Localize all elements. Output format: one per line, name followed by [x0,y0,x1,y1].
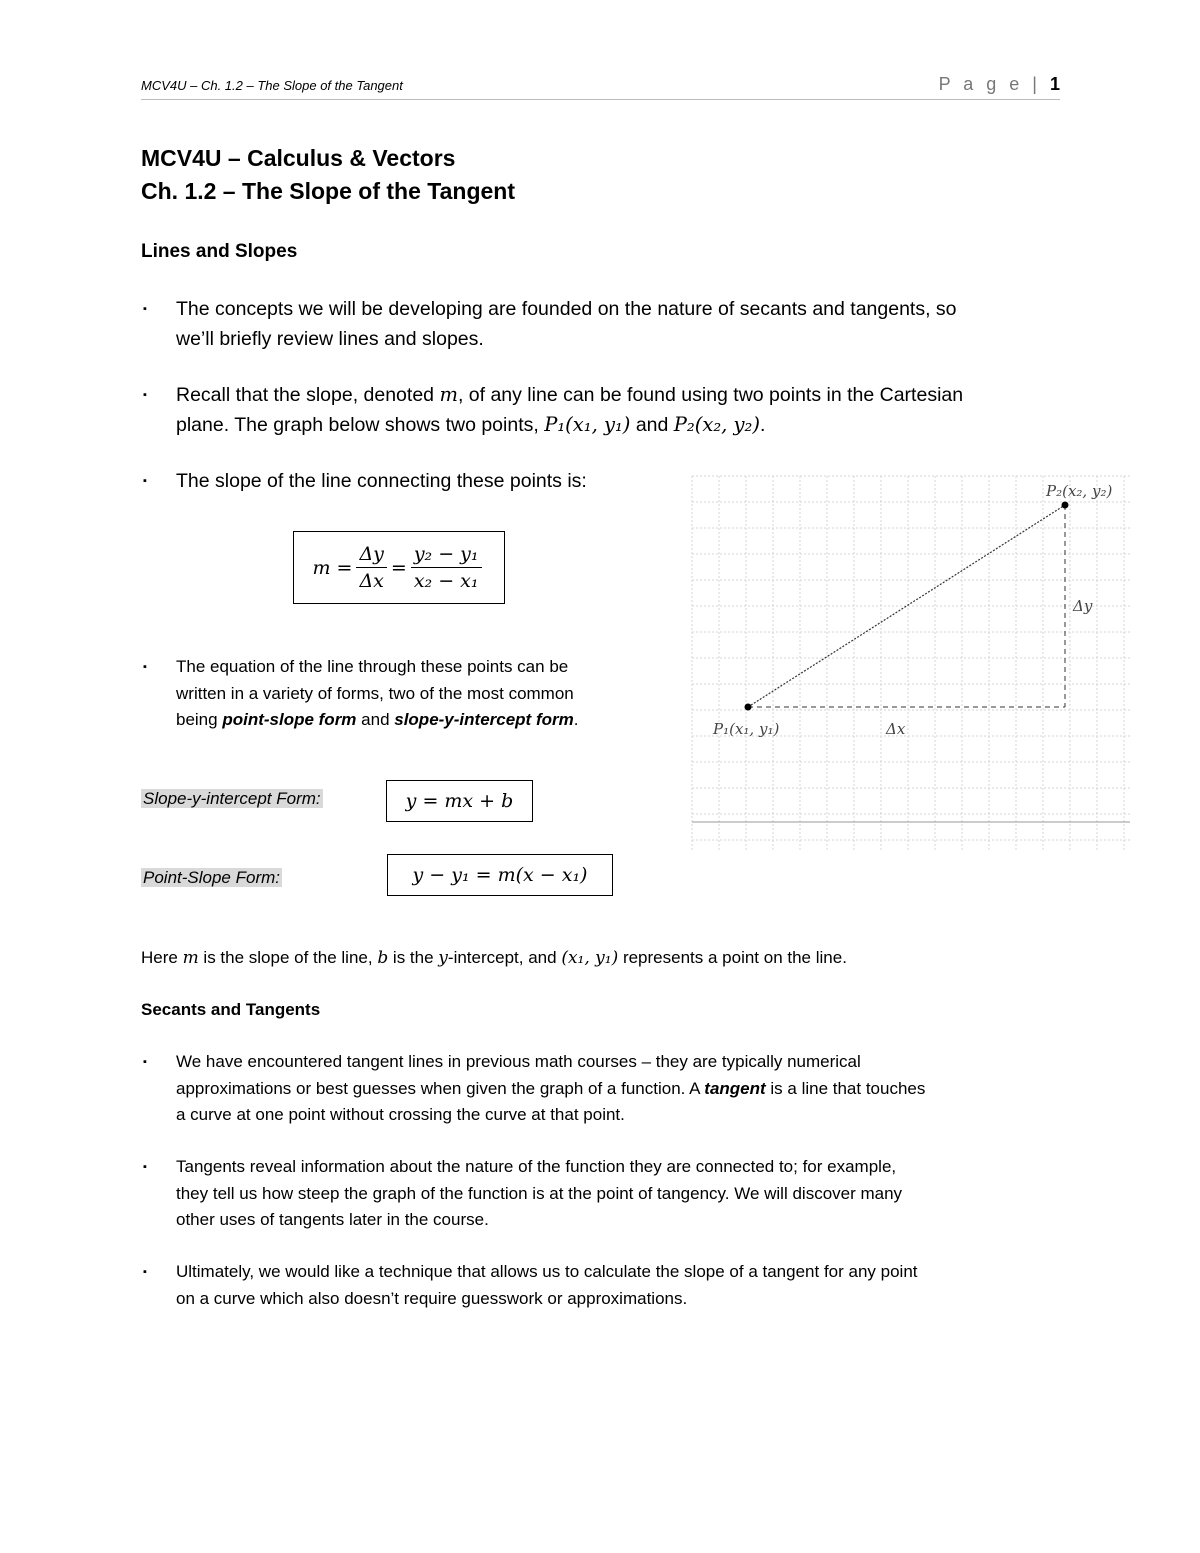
text-line: on a curve which also doesn’t require guesswork or approximations. [176,1288,688,1308]
math-var: y [438,948,448,968]
text: approximations or best guesses when given the graph of a function. A [176,1078,705,1098]
math-var: m [439,383,458,406]
text-line: The concepts we will be developing are founded on the nature of secants and tangents, so [176,298,957,320]
page-number [939,74,1060,95]
text-line: other uses of tangents later in the course. [176,1210,489,1229]
paragraph-ultimately [176,1259,918,1312]
paragraph-reveal [176,1154,902,1234]
doc-title: MCV4U – Calculus & Vectors [141,145,456,171]
text-line [176,1076,925,1103]
point-slope-formula: y − y₁ = m(x − x₁) [387,854,613,896]
math-point: (x₁, y₁) [561,948,619,968]
text-line: Ultimately, we would like a technique that allows us to calculate the slope of a tangent for any point [176,1262,918,1281]
slope-intercept-formula: y = mx + b [386,780,533,822]
label-p1: P₁(x₁, y₁) [713,720,780,738]
fraction-delta [356,543,386,592]
numerator: Δy [356,543,386,568]
text-line: we’ll briefly review lines and slopes. [176,328,484,350]
text-line [176,380,963,410]
denominator: x₂ − x₁ [413,570,479,592]
text: is the slope of the line, [198,948,378,967]
text: , of any line can be found using two points in the Cartesian [457,384,964,406]
text-line: a curve at one point without crossing the curve at that point. [176,1105,625,1124]
text: is the [388,948,439,967]
point-p1 [745,704,752,711]
text-line: Tangents reveal information about the nature of the function they are connected to; for example, [176,1157,897,1176]
bullet-icon: ▪ [143,475,147,487]
text: represents a point on the line. [618,948,847,967]
label-text: Slope-y-intercept Form: [143,789,321,808]
text: is a line that touches [765,1078,926,1098]
bullet-icon: ▪ [143,1056,147,1068]
paragraph-slope: The slope of the line connecting these points is: [176,470,587,492]
text: being [176,710,223,729]
grid [692,476,1130,852]
text: -intercept, and [447,948,562,967]
text: . [759,414,766,436]
math-var: b [377,948,389,968]
text-line [176,410,963,440]
math-p1: P₁(x₁, y₁) [544,413,631,436]
text: Here [141,948,183,967]
paragraph-encountered [176,1049,925,1129]
emphasis: tangent [704,1078,766,1098]
slope-intercept-label [141,789,323,809]
bullet-icon: ▪ [143,303,147,315]
secant-graph [688,472,1133,856]
bullet-icon: ▪ [143,661,147,673]
label-text: Point-Slope Form: [143,868,280,887]
text-line: they tell us how steep the graph of the function is at the point of tangency. We will discover many [176,1183,903,1203]
math-p2: P₂(x₂, y₂) [673,413,760,436]
text-line: We have encountered tangent lines in previous math courses – they are typically numerical [176,1052,861,1071]
doc-subtitle: Ch. 1.2 – The Slope of the Tangent [141,178,515,204]
running-header: MCV4U – Ch. 1.2 – The Slope of the Tangent [141,78,403,93]
section-heading-secants-tangents: Secants and Tangents [141,1000,321,1019]
paragraph-recall [176,380,963,440]
label-p2: P₂(x₂, y₂) [1046,482,1113,500]
text: plane. The graph below shows two points, [176,414,545,436]
text-line: written in a variety of forms, two of the most common [176,683,574,703]
paragraph-concepts [176,294,957,354]
paragraph-equation [176,654,578,734]
emphasis: point-slope form [222,710,357,729]
text-line: The equation of the line through these points can be [176,657,569,676]
math-var: m [182,948,199,968]
fraction-coords [411,543,482,592]
section-heading-lines-slopes: Lines and Slopes [141,241,298,262]
page-sep: | [1023,74,1050,94]
bullet-icon: ▪ [143,1266,147,1278]
text: . [573,710,579,729]
text-line [176,707,578,734]
formula-eq: = [390,556,407,579]
emphasis: slope-y-intercept form [394,710,574,729]
label-delta-y: Δy [1073,597,1093,615]
paragraph-here [141,945,847,972]
slope-formula-box [293,531,505,604]
text: and [356,710,395,729]
page-word: P a g e [938,74,1024,94]
bullet-icon: ▪ [143,1161,147,1173]
bullet-icon: ▪ [143,389,147,401]
text: Recall that the slope, denoted [176,384,440,406]
label-delta-x: Δx [886,720,906,738]
point-slope-label [141,868,282,888]
page-num: 1 [1049,74,1060,94]
numerator: y₂ − y₁ [411,543,482,568]
header-rule [141,99,1060,100]
denominator: Δx [359,570,384,592]
point-p2 [1062,502,1069,509]
text: and [630,414,674,436]
formula-lhs: m = [312,556,353,579]
